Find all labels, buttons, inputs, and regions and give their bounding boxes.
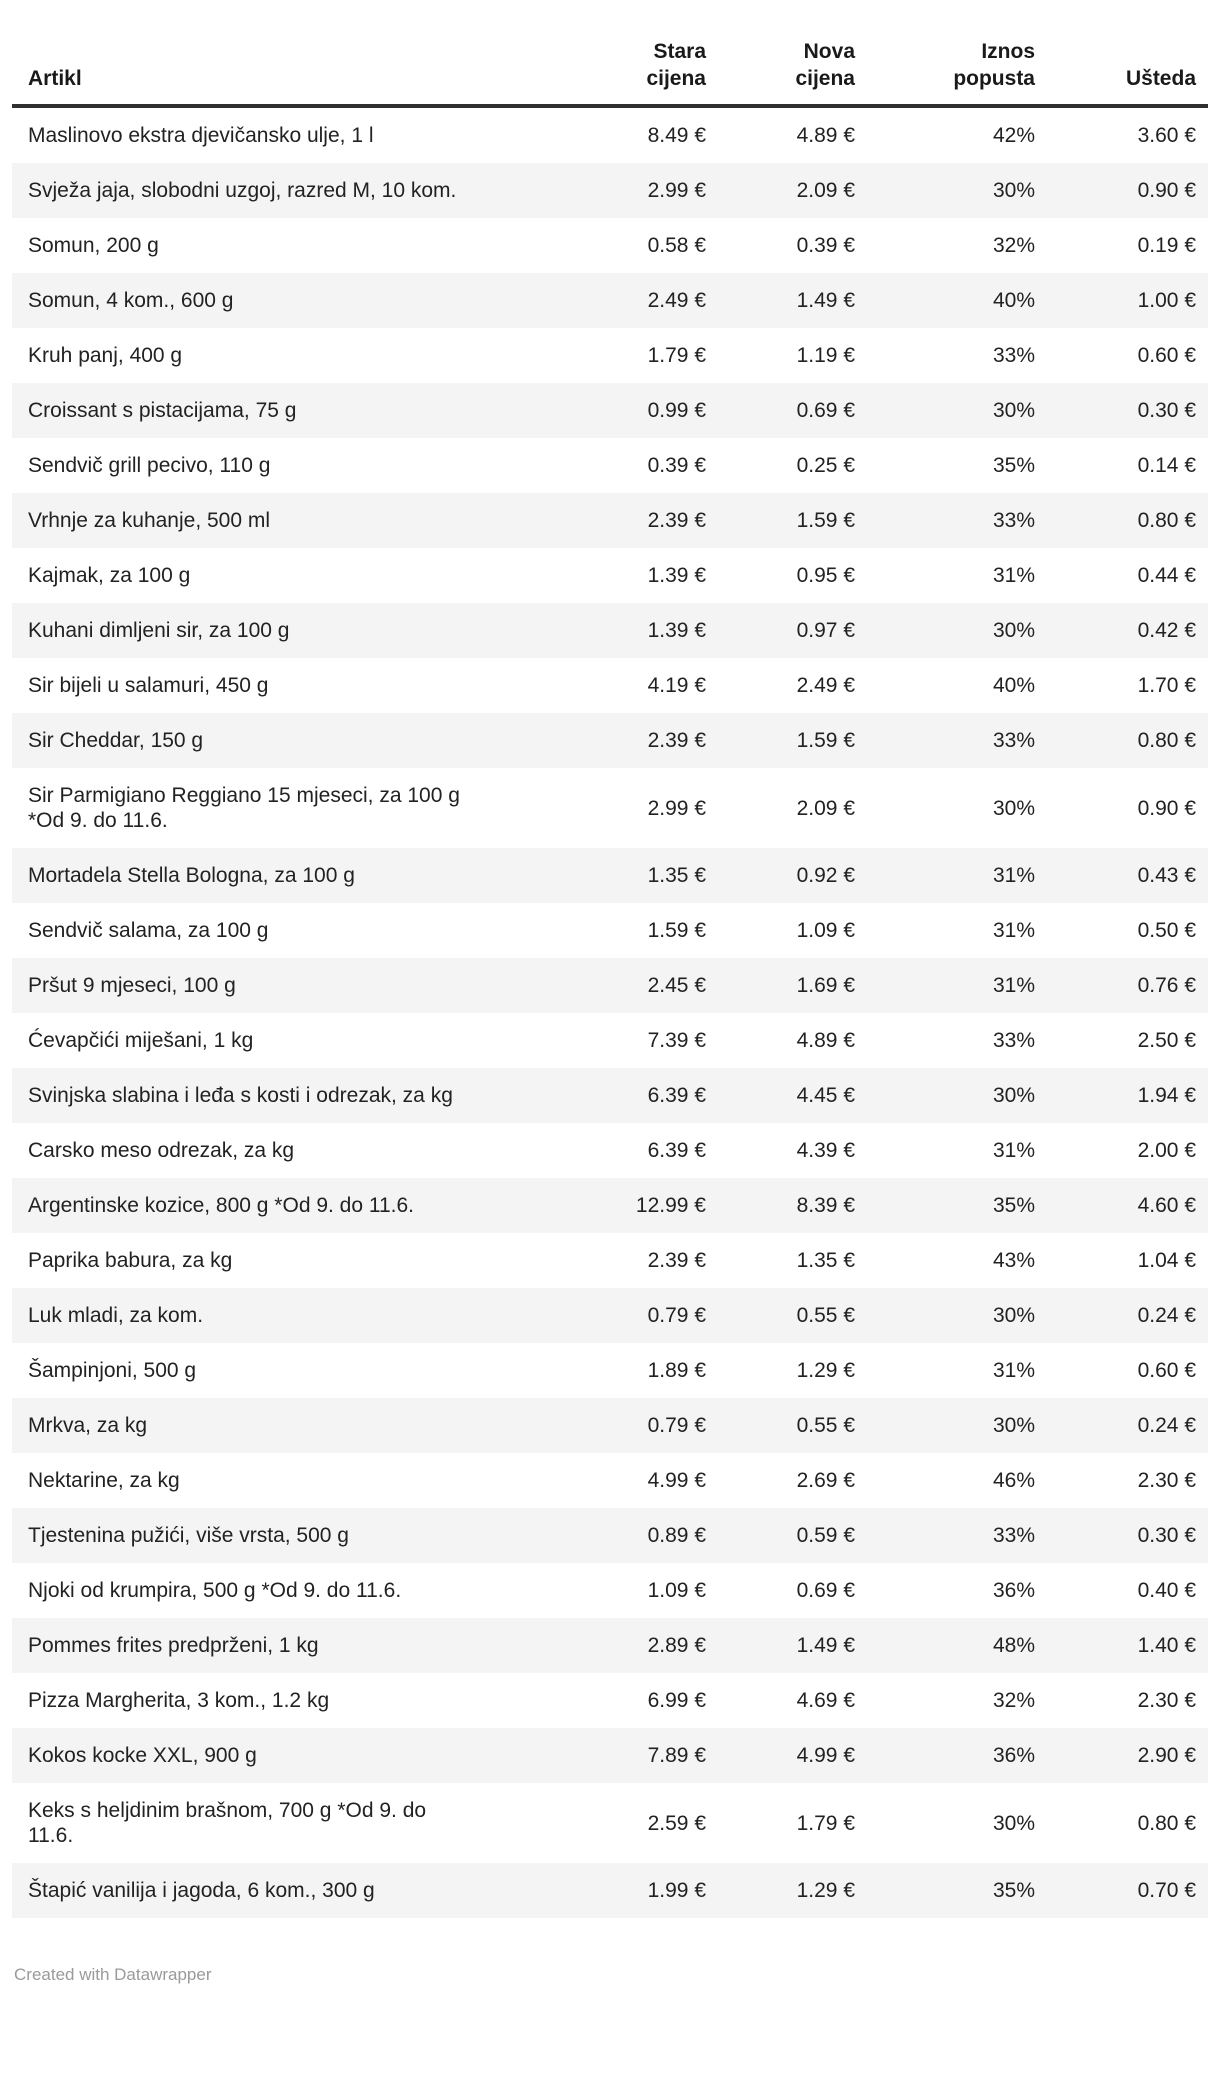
discount-table	[12, 32, 1208, 1918]
cell-usteda: 0.30 €	[1035, 383, 1208, 438]
cell-artikl: Argentinske kozice, 800 g *Od 9. do 11.6.	[12, 1178, 480, 1233]
cell-stara-cijena: 1.39 €	[647, 564, 706, 587]
table-row	[12, 1068, 1208, 1123]
cell-usteda: 3.60 €	[1137, 124, 1196, 147]
column-header-label: Stara cijena	[646, 40, 706, 90]
cell-stara-cijena: 1.59 €	[647, 919, 706, 942]
column-header-stara-cijena	[480, 32, 706, 106]
cell-artikl: Štapić vanilija i jagoda, 6 kom., 300 g	[12, 1863, 480, 1918]
cell-stara-cijena: 8.49 €	[647, 124, 706, 147]
cell-stara-cijena: 1.99 €	[480, 1863, 706, 1918]
cell-iznos-popusta: 36%	[855, 1728, 1035, 1783]
cell-iznos-popusta: 35%	[855, 1863, 1035, 1918]
cell-nova-cijena: 1.59 €	[706, 713, 855, 768]
cell-usteda: 0.70 €	[1035, 1863, 1208, 1918]
table-row	[12, 383, 1208, 438]
cell-iznos-popusta: 31%	[855, 958, 1035, 1013]
cell-artikl: Sir Cheddar, 150 g	[12, 713, 480, 768]
cell-iznos-popusta: 36%	[992, 1579, 1035, 1602]
cell-usteda: 1.04 €	[1137, 1249, 1196, 1272]
cell-artikl: Mortadela Stella Bologna, za 100 g	[12, 848, 480, 903]
table-row	[12, 603, 1208, 658]
cell-nova-cijena: 1.29 €	[706, 1863, 855, 1918]
cell-iznos-popusta: 33%	[855, 713, 1035, 768]
table-row	[12, 958, 1208, 1013]
cell-usteda: 0.44 €	[1137, 564, 1196, 587]
cell-nova-cijena: 1.09 €	[796, 919, 855, 942]
column-header-usteda	[1035, 32, 1208, 106]
table-row	[12, 1728, 1208, 1783]
cell-iznos-popusta: 33%	[855, 493, 1035, 548]
cell-stara-cijena: 7.39 €	[647, 1029, 706, 1052]
cell-artikl: Svinjska slabina i leđa s kosti i odrezak, za kg	[12, 1068, 480, 1123]
table-row	[12, 1398, 1208, 1453]
cell-stara-cijena: 1.89 €	[647, 1359, 706, 1382]
column-header-nova-cijena	[706, 32, 855, 106]
cell-iznos-popusta: 42%	[992, 124, 1035, 147]
cell-iznos-popusta: 32%	[992, 1689, 1035, 1712]
column-header-label: Artikl	[28, 67, 82, 90]
cell-stara-cijena: 0.58 €	[647, 234, 706, 257]
cell-nova-cijena: 2.09 €	[796, 796, 855, 820]
cell-iznos-popusta: 30%	[855, 603, 1035, 658]
cell-artikl: Kajmak, za 100 g	[28, 564, 191, 587]
cell-stara-cijena: 12.99 €	[480, 1178, 706, 1233]
cell-stara-cijena: 1.39 €	[480, 603, 706, 658]
cell-usteda: 2.90 €	[1035, 1728, 1208, 1783]
table-header-row	[12, 32, 1208, 106]
cell-iznos-popusta: 40%	[855, 273, 1035, 328]
cell-artikl: Luk mladi, za kom.	[12, 1288, 480, 1343]
table-row	[12, 1618, 1208, 1673]
table-row	[12, 1673, 1208, 1728]
cell-iznos-popusta: 30%	[992, 796, 1035, 820]
cell-usteda: 2.50 €	[1137, 1029, 1196, 1052]
cell-artikl: Kokos kocke XXL, 900 g	[12, 1728, 480, 1783]
table-row	[12, 1013, 1208, 1068]
cell-usteda: 0.60 €	[1137, 1359, 1196, 1382]
cell-usteda: 2.30 €	[1137, 1469, 1196, 1492]
cell-stara-cijena: 0.89 €	[480, 1508, 706, 1563]
cell-stara-cijena: 2.99 €	[480, 163, 706, 218]
table-row	[12, 163, 1208, 218]
cell-artikl: Nektarine, za kg	[28, 1469, 180, 1492]
cell-nova-cijena: 1.49 €	[706, 273, 855, 328]
cell-nova-cijena: 0.59 €	[706, 1508, 855, 1563]
cell-nova-cijena: 0.55 €	[706, 1288, 855, 1343]
cell-usteda: 1.00 €	[1035, 273, 1208, 328]
cell-usteda: 0.90 €	[1137, 796, 1196, 820]
column-header-label: Ušteda	[1125, 67, 1196, 90]
table-row	[12, 1233, 1208, 1288]
cell-stara-cijena: 6.39 €	[647, 1139, 706, 1162]
cell-iznos-popusta: 46%	[992, 1469, 1035, 1492]
cell-stara-cijena: 2.99 €	[647, 796, 706, 820]
cell-usteda: 2.00 €	[1137, 1139, 1196, 1162]
cell-stara-cijena: 6.39 €	[480, 1068, 706, 1123]
cell-nova-cijena: 4.69 €	[796, 1689, 855, 1712]
cell-nova-cijena: 0.69 €	[706, 383, 855, 438]
cell-artikl: Ćevapčići miješani, 1 kg	[28, 1029, 254, 1052]
cell-nova-cijena: 4.99 €	[706, 1728, 855, 1783]
cell-stara-cijena: 1.79 €	[647, 344, 706, 367]
cell-nova-cijena: 1.35 €	[796, 1249, 855, 1272]
cell-artikl: Kuhani dimljeni sir, za 100 g	[12, 603, 480, 658]
cell-stara-cijena: 2.45 €	[480, 958, 706, 1013]
cell-usteda: 0.40 €	[1137, 1579, 1196, 1602]
cell-nova-cijena: 4.39 €	[796, 1139, 855, 1162]
cell-artikl: Mrkva, za kg	[12, 1398, 480, 1453]
cell-artikl: Sendvič grill pecivo, 110 g	[28, 454, 271, 477]
cell-iznos-popusta: 31%	[992, 1139, 1035, 1162]
cell-usteda: 1.70 €	[1137, 674, 1196, 697]
table-row	[12, 903, 1208, 958]
cell-stara-cijena: 4.99 €	[647, 1469, 706, 1492]
cell-usteda: 1.94 €	[1035, 1068, 1208, 1123]
cell-nova-cijena: 0.55 €	[706, 1398, 855, 1453]
cell-artikl: Kruh panj, 400 g	[28, 344, 183, 367]
table-row	[12, 768, 1208, 848]
column-header-artikl	[12, 32, 480, 106]
cell-iznos-popusta: 30%	[855, 1068, 1035, 1123]
table-row	[12, 1453, 1208, 1508]
cell-iznos-popusta: 35%	[855, 1178, 1035, 1233]
cell-artikl: Paprika babura, za kg	[28, 1249, 233, 1272]
cell-stara-cijena: 2.39 €	[480, 713, 706, 768]
cell-nova-cijena: 2.69 €	[796, 1469, 855, 1492]
cell-artikl: Pršut 9 mjeseci, 100 g	[12, 958, 480, 1013]
cell-artikl: Carsko meso odrezak, za kg	[28, 1139, 295, 1162]
cell-nova-cijena: 4.89 €	[796, 1029, 855, 1052]
cell-artikl: Somun, 4 kom., 600 g	[12, 273, 480, 328]
cell-iznos-popusta: 33%	[992, 344, 1035, 367]
cell-nova-cijena: 0.25 €	[796, 454, 855, 477]
cell-artikl: Keks s heljdinim brašnom, 700 g *Od 9. do 11.6.	[28, 1799, 427, 1847]
cell-artikl: Sir bijeli u salamuri, 450 g	[28, 674, 269, 697]
cell-usteda: 0.50 €	[1137, 919, 1196, 942]
table-row	[12, 1288, 1208, 1343]
attribution-link[interactable]: Created with Datawrapper	[14, 1965, 212, 1984]
cell-artikl: Maslinovo ekstra djevičansko ulje, 1 l	[28, 124, 374, 147]
cell-usteda: 4.60 €	[1035, 1178, 1208, 1233]
cell-nova-cijena: 0.92 €	[706, 848, 855, 903]
cell-iznos-popusta: 31%	[992, 919, 1035, 942]
cell-iznos-popusta: 30%	[992, 1811, 1035, 1835]
table-row	[12, 658, 1208, 713]
cell-artikl: Croissant s pistacijama, 75 g	[12, 383, 480, 438]
cell-iznos-popusta: 30%	[855, 1398, 1035, 1453]
table-row	[12, 273, 1208, 328]
table-row	[12, 1563, 1208, 1618]
table-row	[12, 548, 1208, 603]
table-row	[12, 1863, 1208, 1918]
cell-iznos-popusta: 30%	[855, 383, 1035, 438]
table-row	[12, 713, 1208, 768]
cell-iznos-popusta: 33%	[992, 1029, 1035, 1052]
cell-stara-cijena: 2.39 €	[480, 493, 706, 548]
table-row	[12, 106, 1208, 163]
cell-stara-cijena: 6.99 €	[647, 1689, 706, 1712]
cell-nova-cijena: 0.97 €	[706, 603, 855, 658]
cell-artikl: Svježa jaja, slobodni uzgoj, razred M, 10 kom.	[12, 163, 480, 218]
cell-usteda: 0.24 €	[1035, 1288, 1208, 1343]
table-row	[12, 1178, 1208, 1233]
cell-iznos-popusta: 33%	[855, 1508, 1035, 1563]
cell-stara-cijena: 0.99 €	[480, 383, 706, 438]
table-row	[12, 328, 1208, 383]
cell-nova-cijena: 2.09 €	[706, 163, 855, 218]
cell-iznos-popusta: 32%	[992, 234, 1035, 257]
cell-iznos-popusta: 43%	[992, 1249, 1035, 1272]
cell-usteda: 0.80 €	[1035, 493, 1208, 548]
table-row	[12, 1508, 1208, 1563]
table-body	[12, 106, 1208, 1918]
cell-usteda: 0.14 €	[1137, 454, 1196, 477]
cell-iznos-popusta: 40%	[992, 674, 1035, 697]
cell-nova-cijena: 1.79 €	[796, 1811, 855, 1835]
cell-nova-cijena: 4.45 €	[706, 1068, 855, 1123]
cell-artikl: Šampinjoni, 500 g	[28, 1359, 197, 1382]
cell-nova-cijena: 8.39 €	[706, 1178, 855, 1233]
cell-artikl: Sendvič salama, za 100 g	[28, 919, 269, 942]
cell-nova-cijena: 2.49 €	[796, 674, 855, 697]
table-row	[12, 1123, 1208, 1178]
cell-artikl: Somun, 200 g	[28, 234, 159, 257]
cell-stara-cijena: 7.89 €	[480, 1728, 706, 1783]
cell-stara-cijena: 0.39 €	[647, 454, 706, 477]
cell-usteda: 0.90 €	[1035, 163, 1208, 218]
cell-usteda: 2.30 €	[1137, 1689, 1196, 1712]
cell-nova-cijena: 1.59 €	[706, 493, 855, 548]
attribution	[14, 1964, 1220, 1986]
cell-nova-cijena: 0.39 €	[796, 234, 855, 257]
cell-iznos-popusta: 35%	[992, 454, 1035, 477]
column-header-iznos-popusta	[855, 32, 1035, 106]
cell-iznos-popusta: 30%	[855, 1288, 1035, 1343]
cell-stara-cijena: 1.35 €	[480, 848, 706, 903]
cell-iznos-popusta: 31%	[992, 564, 1035, 587]
cell-stara-cijena: 2.39 €	[647, 1249, 706, 1272]
cell-artikl: Vrhnje za kuhanje, 500 ml	[12, 493, 480, 548]
column-header-label: Nova cijena	[795, 40, 855, 90]
cell-nova-cijena: 1.49 €	[706, 1618, 855, 1673]
cell-iznos-popusta: 48%	[855, 1618, 1035, 1673]
cell-stara-cijena: 2.49 €	[480, 273, 706, 328]
cell-usteda: 0.42 €	[1035, 603, 1208, 658]
column-header-label: Iznos popusta	[953, 40, 1035, 90]
cell-stara-cijena: 0.79 €	[480, 1288, 706, 1343]
cell-stara-cijena: 0.79 €	[480, 1398, 706, 1453]
cell-artikl: Sir Parmigiano Reggiano 15 mjeseci, za 100 g *Od 9. do 11.6.	[28, 784, 460, 832]
cell-stara-cijena: 2.59 €	[647, 1811, 706, 1835]
cell-usteda: 0.24 €	[1035, 1398, 1208, 1453]
cell-artikl: Njoki od krumpira, 500 g *Od 9. do 11.6.	[28, 1579, 402, 1602]
cell-nova-cijena: 4.89 €	[796, 124, 855, 147]
table-row	[12, 218, 1208, 273]
cell-nova-cijena: 1.29 €	[796, 1359, 855, 1382]
cell-artikl: Pizza Margherita, 3 kom., 1.2 kg	[28, 1689, 330, 1712]
cell-usteda: 0.43 €	[1035, 848, 1208, 903]
cell-nova-cijena: 0.69 €	[796, 1579, 855, 1602]
cell-nova-cijena: 0.95 €	[796, 564, 855, 587]
cell-iznos-popusta: 31%	[992, 1359, 1035, 1382]
cell-stara-cijena: 2.89 €	[480, 1618, 706, 1673]
cell-nova-cijena: 1.19 €	[796, 344, 855, 367]
cell-stara-cijena: 1.09 €	[647, 1579, 706, 1602]
cell-usteda: 0.60 €	[1137, 344, 1196, 367]
table-row	[12, 493, 1208, 548]
cell-iznos-popusta: 30%	[855, 163, 1035, 218]
cell-artikl: Pommes frites predprženi, 1 kg	[12, 1618, 480, 1673]
cell-artikl: Tjestenina pužići, više vrsta, 500 g	[12, 1508, 480, 1563]
table-row	[12, 848, 1208, 903]
cell-usteda: 0.30 €	[1035, 1508, 1208, 1563]
cell-usteda: 0.80 €	[1035, 713, 1208, 768]
cell-nova-cijena: 1.69 €	[706, 958, 855, 1013]
table-row	[12, 1783, 1208, 1863]
cell-usteda: 0.19 €	[1137, 234, 1196, 257]
table-row	[12, 1343, 1208, 1398]
cell-iznos-popusta: 31%	[855, 848, 1035, 903]
cell-usteda: 0.76 €	[1035, 958, 1208, 1013]
cell-usteda: 1.40 €	[1035, 1618, 1208, 1673]
cell-stara-cijena: 4.19 €	[647, 674, 706, 697]
table-row	[12, 438, 1208, 493]
cell-usteda: 0.80 €	[1137, 1811, 1196, 1835]
